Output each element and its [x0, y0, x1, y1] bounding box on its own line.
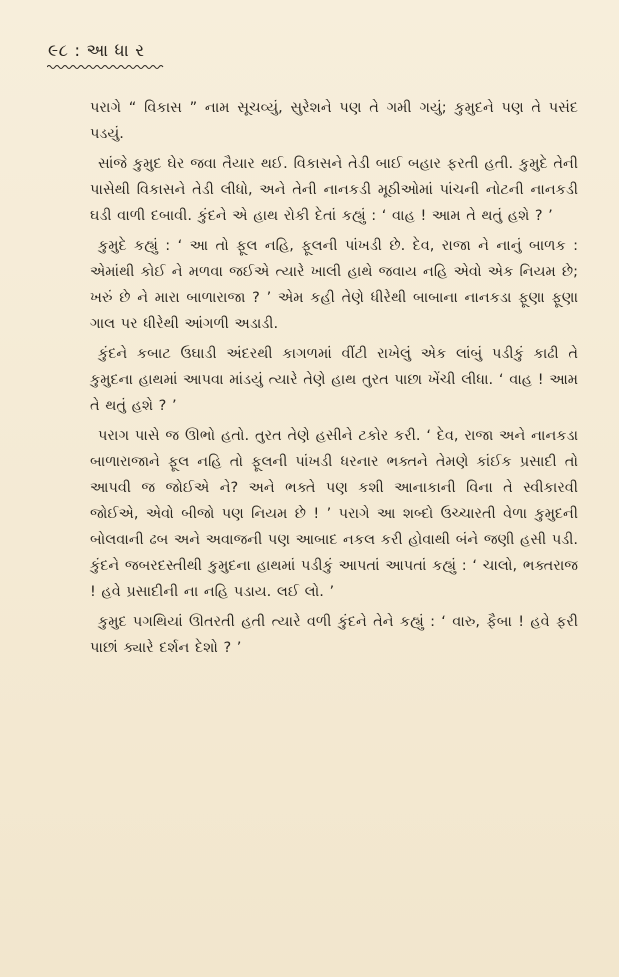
- paragraph: સાંજે કુમુદ ઘેર જવા તૈયાર થઈ. વિકાસને તેડી બાઈ બહાર ફરતી હતી. કુમુદે તેની પાસેથી વિકાસને તેડી લીધો, અને તેની નાનકડી મૂઠીઓમાં પાંચની નોટની નાનકડી ઘડી વાળી દબાવી. કુંદને એ હાથ રોકી દેતાં કહ્યું : ‘ વાહ ! આમ તે થતું હશે ? ’: [90, 156, 578, 224]
- paragraph: કુમુદ પગથિયાં ઊતરતી હતી ત્યારે વળી કુંદને તેને કહ્યું : ‘ વારુ, ફૈબા ! હવે ફરી પાછાં ક્યારે દર્શન દેશો ? ’: [90, 614, 578, 656]
- paragraph: પરાગ પાસે જ ઊભો હતો. તુરત તેણે હસીને ટકોર કરી. ‘ દેવ, રાજા અને નાનકડા બાળારાજાને ફૂલ નહિ તો ફૂલની પાંખડી ધરનાર ભક્તને તેમણે કાંઈક પ્રસાદી તો આપવી જ જોઈએ ને? અને ભક્તે પણ કશી આનાકાની વિના તે સ્વીકારવી જોઈએ, એવો બીજો પણ નિયમ છે ! ’ પરાગે આ શબ્દો ઉચ્ચારતી વેળા કુમુદની બોલવાની ઢબ અને અવાજની પણ આબાદ નકલ કરી હોવાથી બંને જણી હસી પડી. કુંદને જબરદસ્તીથી કુમુદના હાથમાં પડીકું આપતાં આપતાં કહ્યું : ‘ ચાલો, ભક્તરાજ ! હવે પ્રસાદીની ના નહિ પડાય. લઈ લો. ’: [90, 428, 578, 600]
- paragraph: પરાગે “ વિકાસ ” નામ સૂચવ્યું, સુરેશને પણ તે ગમી ગયું; કુમુદને પણ તે પસંદ પડયું.: [90, 100, 578, 142]
- decorative-wavy-rule: [47, 64, 165, 70]
- page-header: ૯૮ : આ ધા ર: [48, 41, 145, 61]
- paragraph: કુંદને કબાટ ઉઘાડી અંદરથી કાગળમાં વીંટી રાખેલું એક લાંબું પડીકું કાઢી તે કુમુદના હાથમાં આપવા માંડયું ત્યારે તેણે હાથ તુરત પાછા ખેંચી લીધા. ‘ વાહ ! આમ તે થતું હશે ? ’: [90, 346, 578, 414]
- paragraph: કુમુદે કહ્યું : ‘ આ તો ફૂલ નહિ, ફૂલની પાંખડી છે. દેવ, રાજા ને નાનું બાળક : એમાંથી કોઈ ને મળવા જઈએ ત્યારે ખાલી હાથે જવાય નહિ એવો એક નિયમ છે; ખરું છે ને મારા બાળારાજા ? ’ એમ કહી તેણે ધીરેથી બાબાના નાનકડા ફૂણા ફૂણા ગાલ પર ધીરેથી આંગળી અડાડી.: [90, 238, 578, 332]
- story-text: [90, 95, 578, 665]
